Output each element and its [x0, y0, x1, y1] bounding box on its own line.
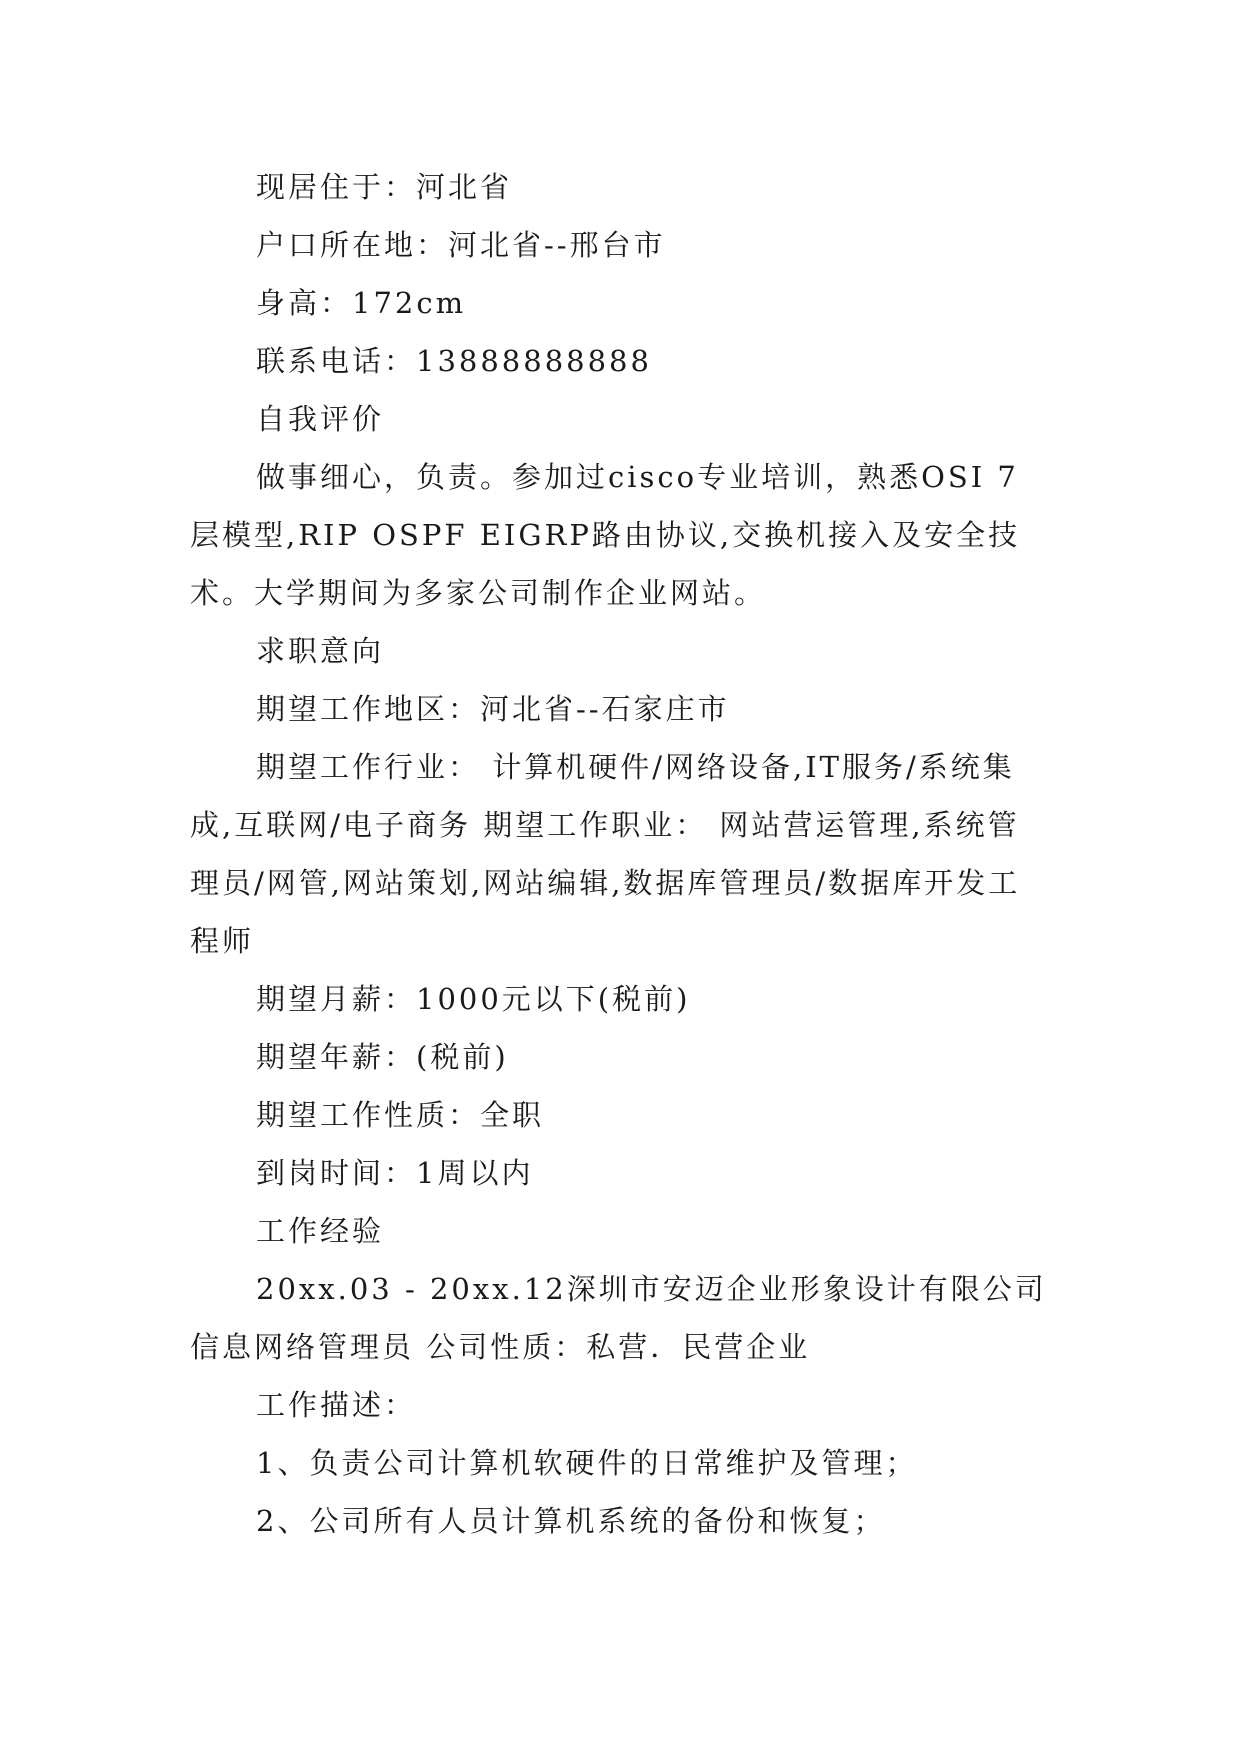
- job-description-heading: 工作描述：: [256, 1388, 417, 1422]
- job-description-item-1: 1、负责公司计算机软硬件的日常维护及管理；: [256, 1446, 918, 1480]
- work-experience-entry: 20xx.03 - 20xx.12深圳市安迈企业形象设计有限公司信息网络管理员 公司性质：私营．民营企业: [190, 1272, 1047, 1364]
- document-body: [190, 158, 1050, 1550]
- phone-line: 联系电话：13888888888: [256, 344, 652, 378]
- work-experience-heading: 工作经验: [256, 1214, 385, 1248]
- self-evaluation-heading: 自我评价: [256, 402, 385, 436]
- self-evaluation-text: 做事细心，负责。参加过cisco专业培训，熟悉OSI 7层模型,RIP OSPF EIGRP路由协议,交换机接入及安全技术。大学期间为多家公司制作企业网站。: [190, 460, 1021, 610]
- job-type-line: 期望工作性质：全职: [256, 1098, 545, 1132]
- desired-monthly-salary-line: 期望月薪：1000元以下(税前): [256, 982, 691, 1016]
- hukou-line: 户口所在地：河北省--邢台市: [256, 228, 666, 262]
- desired-location-line: 期望工作地区：河北省--石家庄市: [256, 692, 730, 726]
- availability-line: 到岗时间：1周以内: [256, 1156, 534, 1190]
- job-intention-heading: 求职意向: [256, 634, 385, 668]
- residence-line: 现居住于：河北省: [256, 170, 513, 204]
- desired-annual-salary-line: 期望年薪：(税前): [256, 1040, 509, 1074]
- desired-industry-line: 期望工作行业： 计算机硬件/网络设备,IT服务/系统集成,互联网/电子商务 期望工作职业： 网站营运管理,系统管理员/网管,网站策划,网站编辑,数据库管理员/数据库开发工程师: [190, 750, 1021, 958]
- job-description-item-2: 2、公司所有人员计算机系统的备份和恢复；: [256, 1504, 886, 1538]
- height-line: 身高：172cm: [256, 286, 467, 320]
